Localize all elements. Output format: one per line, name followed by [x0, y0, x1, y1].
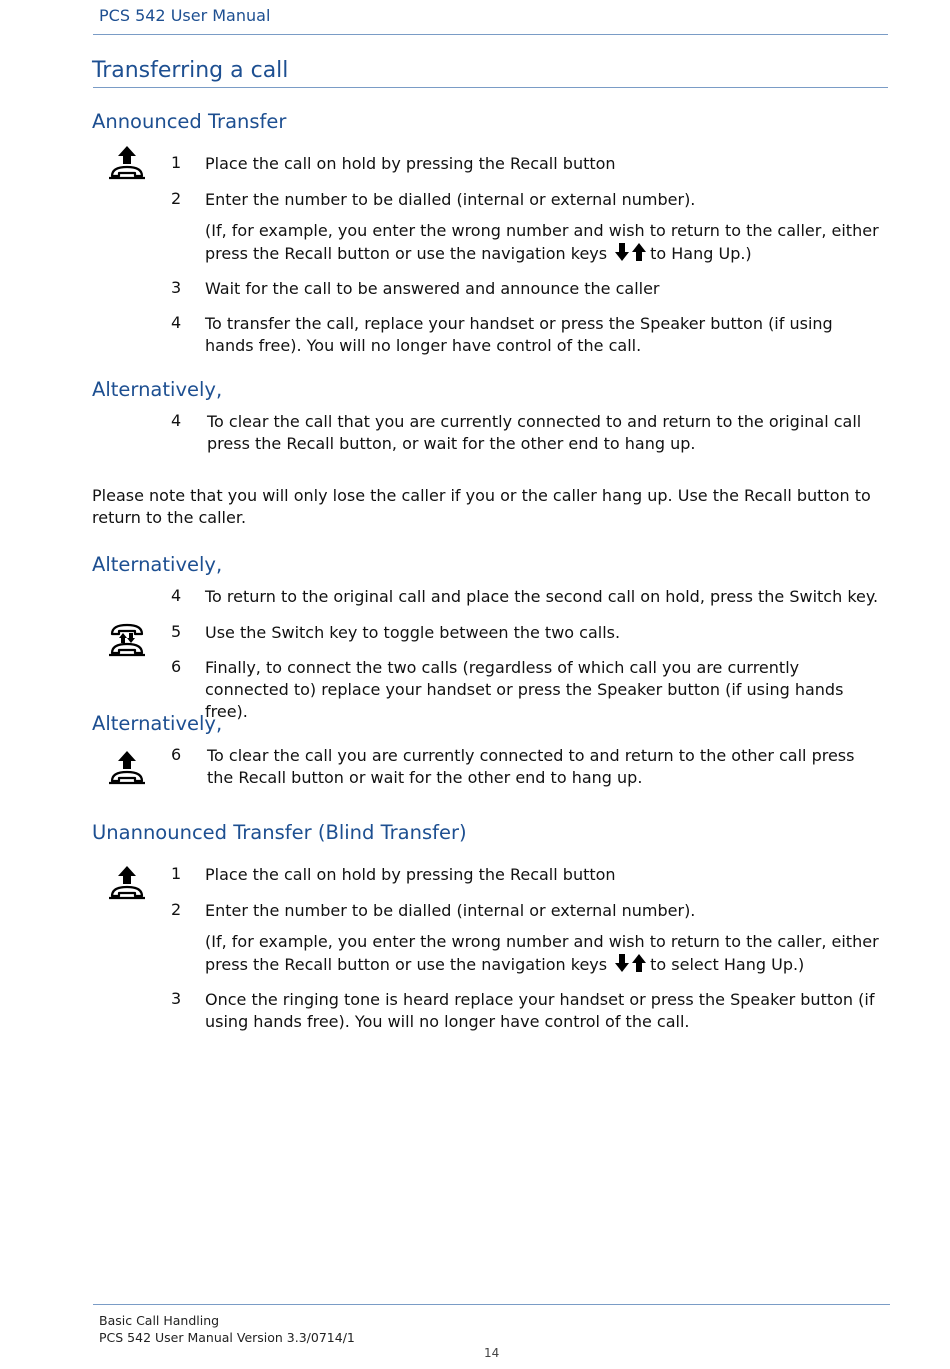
- step-text: To return to the original call and place the second call on hold, press the Switch key.: [205, 587, 879, 606]
- step-number: 4: [171, 586, 182, 605]
- step-number: 2: [171, 189, 182, 208]
- step-number: 3: [171, 989, 182, 1008]
- step-text: Enter the number to be dialled (internal or external number).: [205, 190, 696, 209]
- arrow-down-icon: [615, 953, 629, 973]
- recall-handset-icon: [107, 865, 147, 901]
- section-divider: [93, 87, 888, 88]
- recall-handset-icon: [107, 145, 147, 181]
- arrow-up-icon: [632, 953, 646, 973]
- section-title: Transferring a call: [92, 58, 289, 83]
- step-text: Wait for the call to be answered and announce the caller: [205, 279, 660, 298]
- step-number: 3: [171, 278, 182, 297]
- step-text: To transfer the call, replace your handset or press the Speaker button (if using hands free). You will no longer have control of the call.: [205, 314, 833, 355]
- note-paragraph: Please note that you will only lose the caller if you or the caller hang up. Use the Recall button to return to the caller.: [92, 486, 871, 527]
- note-text-end: to Hang Up.): [650, 244, 752, 263]
- header-divider: [93, 34, 888, 35]
- step-number: 5: [171, 622, 182, 641]
- step-number: 6: [171, 745, 182, 764]
- step-number: 1: [171, 864, 182, 883]
- step-text: Use the Switch key to toggle between the two calls.: [205, 623, 621, 642]
- step-note: [205, 931, 885, 979]
- step-text: Once the ringing tone is heard replace your handset or press the Speaker button (if using hands free). You will no longer have control of the call.: [205, 990, 875, 1031]
- alternatively-heading: Alternatively,: [92, 553, 223, 576]
- note-text: (If, for example, you enter the wrong number and wish to return to the caller, either press the Recall button or use the navigation keys: [205, 221, 879, 263]
- unannounced-heading: Unannounced Transfer (Blind Transfer): [92, 821, 467, 844]
- step-number: 4: [171, 411, 182, 430]
- step-text: Finally, to connect the two calls (regardless of which call you are currently connected to) replace your handset or press the Speaker button (if using hands free).: [205, 658, 844, 721]
- running-header: PCS 542 User Manual: [99, 6, 271, 25]
- navigation-keys: [615, 953, 646, 979]
- footer-divider: [93, 1304, 890, 1305]
- announced-heading: Announced Transfer: [92, 110, 287, 133]
- note-text-end: to select Hang Up.): [650, 955, 805, 974]
- recall-handset-icon: [107, 750, 147, 786]
- footer-version: PCS 542 User Manual Version 3.3/0714/1: [99, 1330, 355, 1345]
- step-number: 2: [171, 900, 182, 919]
- step-text: To clear the call that you are currently connected to and return to the original call press the Recall button, or wait for the other end to hang up.: [207, 412, 862, 453]
- arrow-down-icon: [615, 242, 629, 262]
- switch-handsets-icon: [107, 622, 147, 658]
- navigation-keys: [615, 242, 646, 268]
- step-text: To clear the call you are currently connected to and return to the other call press the Recall button or wait for the other end to hang up.: [207, 746, 855, 787]
- note-text: (If, for example, you enter the wrong number and wish to return to the caller, either press the Recall button or use the navigation keys: [205, 932, 879, 974]
- step-number: 6: [171, 657, 182, 676]
- alternatively-heading: Alternatively,: [92, 712, 223, 735]
- alternatively-heading: Alternatively,: [92, 378, 223, 401]
- step-text: Place the call on hold by pressing the Recall button: [205, 865, 616, 884]
- step-text: Place the call on hold by pressing the Recall button: [205, 154, 616, 173]
- step-number: 4: [171, 313, 182, 332]
- arrow-up-icon: [632, 242, 646, 262]
- step-text: Enter the number to be dialled (internal or external number).: [205, 901, 696, 920]
- step-number: 1: [171, 153, 182, 172]
- page-number: 14: [484, 1346, 500, 1360]
- step-note: [205, 220, 885, 268]
- footer-chapter: Basic Call Handling: [99, 1313, 220, 1328]
